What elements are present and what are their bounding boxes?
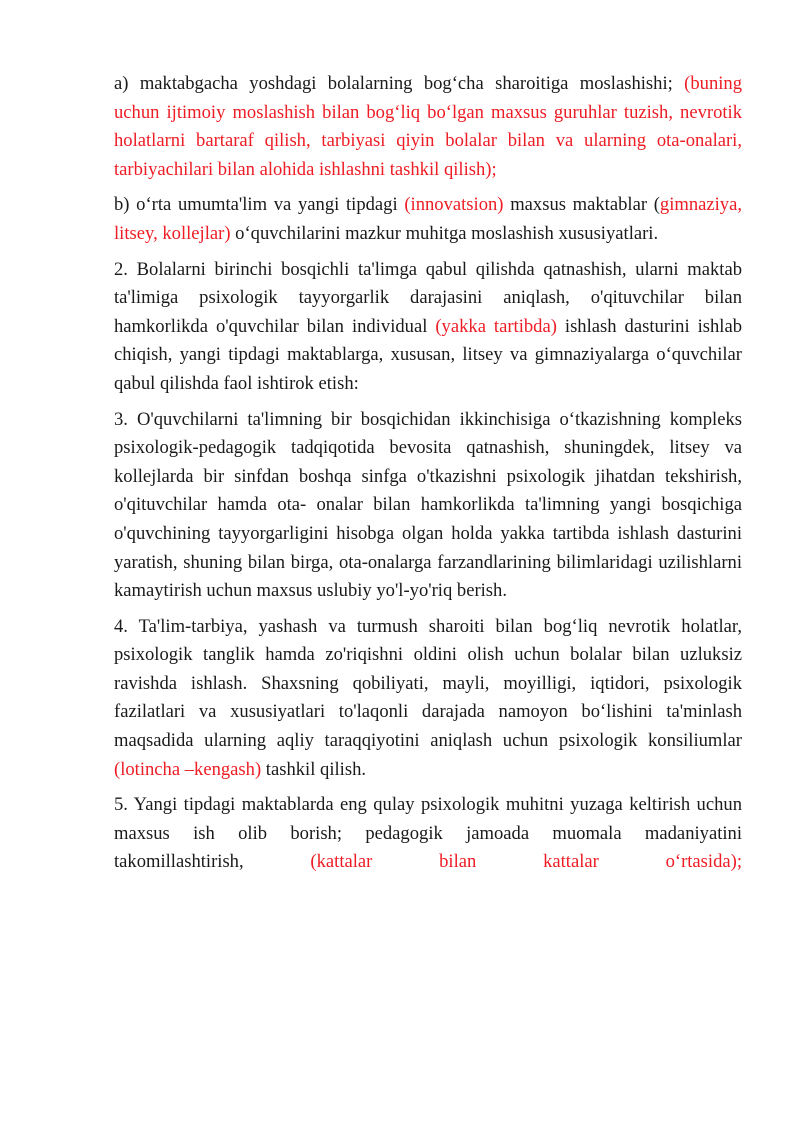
text-segment: 3. O'quvchilarni ta'limning bir bosqichidan ikkinchisiga o‘tkazishning kompleks psixologik-pedagogik tadqiqotida bevosita qatnashish, shuningdek, litsey va kollejlarda bir sinfdan boshqa sinfga o'tkazishni psixologik jihatdan tekshirish, o'qituvchilar hamda ota- onalar bilan hamkorlikda ta'limning yangi bosqichiga o'quvchining tayyorgarligini hisobga olgan holda yakka tartibda ishlash dasturini yaratish, shuning bilan birga, ota-onalarga farzandlarining bilimlaridagi uzilishlarni kamaytirish uchun maxsus uslubiy yo'l-yo'riq berish. (114, 408, 742, 602)
highlighted-text-segment: (innovatsion) (404, 194, 504, 216)
paragraph-3 (114, 406, 742, 606)
text-segment: maxsus maktablar ( (503, 194, 660, 216)
highlighted-text-segment: (buning uchun ijtimoiy moslashish bilan bog‘liq bo‘lgan maxsus guruhlar tuzish, nevrotik holatlarni bartaraf qilish, tarbiyasi qiyin bolalar bilan va ularning ota-onalari, tarbiyachilari bilan alohida ishlashni tashkil qilish); (114, 73, 742, 180)
text-segment: 4. Ta'lim-tarbiya, yashash va turmush sharoiti bilan bog‘liq nevrotik holatlar, psixologik tanglik hamda zo'riqishni oldini olish uchun bolalar bilan uzluksiz ravishda ishlash. Shaxsning qobiliyati, mayli, moyilligi, iqtidori, psixologik fazilatlari va xususiyatlari to'laqonli darajada namoyon bo‘lishini ta'minlash maqsadida ularning aqliy taraqqiyotini aniqlash uchun psixologik konsiliumlar (114, 615, 742, 752)
paragraph-4 (114, 613, 742, 785)
text-segment: ishlash dasturini ishlab chiqish, yangi tipdagi maktablarga, xususan, litsey va gimnaziyalarga o‘quvchilar qabul qilishda faol ishtirok etish: (114, 315, 743, 394)
highlighted-text-segment: (kattalar bilan kattalar o‘rtasida); (310, 851, 742, 873)
text-segment: b) o‘rta umumta'lim va yangi tipdagi (114, 194, 405, 216)
paragraph-2 (114, 256, 742, 399)
text-segment: a) maktabgacha yoshdagi bolalarning bog‘cha sharoitiga moslashishi; (114, 73, 685, 94)
highlighted-text-segment: (yakka tartibda) (435, 315, 557, 337)
text-segment: tashkil qilish. (261, 758, 367, 780)
text-segment: 2. Bolalarni birinchi bosqichli ta'limga qabul qilishda qatnashish, ularni maktab ta'limiga psixologik tayyorgarlik darajasini aniqlash, o'qituvchilar bilan hamkorlikda o'quvchilar bilan individual (114, 258, 742, 337)
document-page (114, 70, 742, 884)
text-segment: 5. Yangi tipdagi maktablarda eng qulay psixologik muhitni yuzaga keltirish uchun maxsus ish olib borish; pedagogik jamoada muomala madaniyatini takomillashtirish, (114, 794, 742, 873)
paragraph-a (114, 70, 742, 184)
paragraph-b (114, 191, 742, 248)
highlighted-text-segment: (lotincha –kengash) (114, 758, 262, 780)
highlighted-text-segment: gimnaziya, litsey, kollejlar) (114, 194, 742, 244)
paragraph-5 (114, 791, 742, 877)
text-segment: o‘quvchilarini mazkur muhitga moslashish xususiyatlari. (230, 222, 659, 244)
